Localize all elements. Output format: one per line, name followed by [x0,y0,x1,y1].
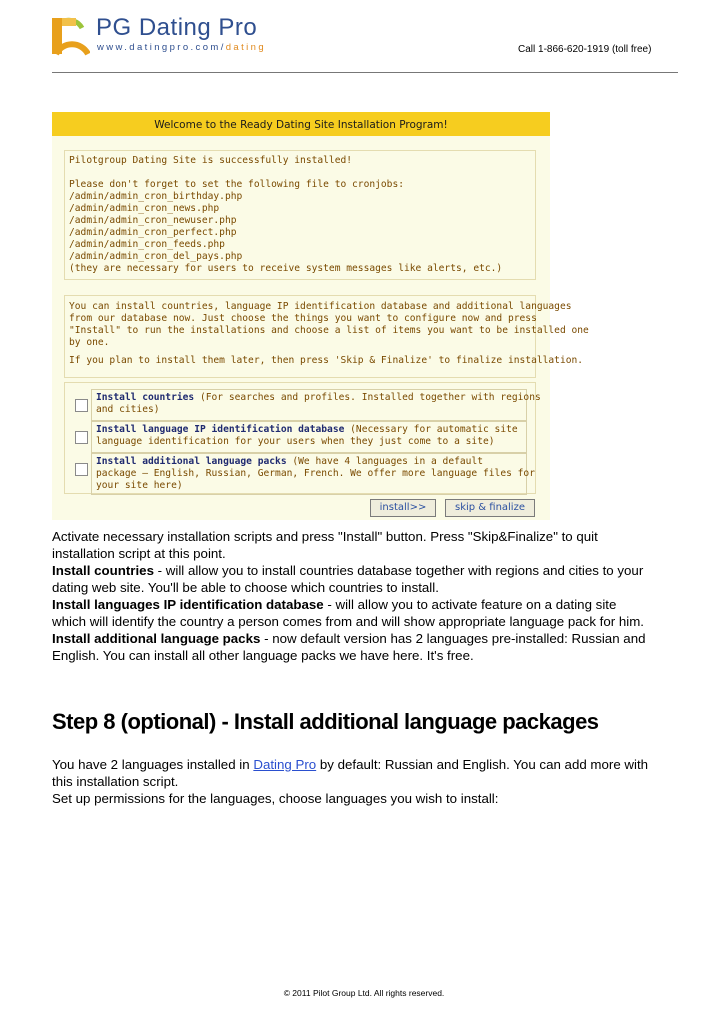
ipdb-description: which will identify the country a person comes from and will show appropriate language pack for him. [52,614,645,629]
status-line: (they are necessary for users to receive system messages like alerts, etc.) [69,263,503,274]
intro-line: Activate necessary installation scripts and press "Install" button. Press "Skip&Finalize" to quit [52,529,598,544]
info-line: "Install" to run the installations and choose a list of items you want to be installed one [69,325,589,336]
term-label: Install countries [52,563,154,578]
cron-file: /admin/admin_cron_birthday.php [69,191,243,202]
info-line: If you plan to install them later, then press 'Skip & Finalize' to finalize installation. [69,355,584,366]
status-line: Pilotgroup Dating Site is successfully installed! [69,155,353,166]
status-line: Please don't forget to set the following file to cronjobs: [69,179,405,190]
intro-line: installation script at this point. [52,546,226,561]
countries-description: dating web site. You'll be able to choose which countries to install. [52,580,439,595]
info-line: You can install countries, language IP identification database and additional languages [69,301,572,312]
install-status-box [64,150,536,280]
info-line: by one. [69,337,110,348]
pg-logo-icon [52,14,90,58]
cron-file: /admin/admin_cron_del_pays.php [69,251,243,262]
option-name: Install countries [96,392,195,403]
step-heading: Step 8 (optional) - Install additional language packages [52,709,599,734]
countries-description: Install countries - will allow you to install countries database together with regions and cities to your [52,563,644,578]
brand-name: PG Dating Pro [96,14,258,41]
cron-file: /admin/admin_cron_feeds.php [69,239,225,250]
ipdb-description: Install languages IP identification database - will allow you to activate feature on a dating site [52,597,617,612]
installer-title: Welcome to the Ready Dating Site Installation Program! [52,112,550,136]
cron-file: /admin/admin_cron_news.php [69,203,220,214]
install-countries-checkbox[interactable] [75,399,88,412]
term-label: Install additional language packs [52,631,261,646]
install-button[interactable]: install>> [370,499,436,517]
option-install-countries: Install countries (For searches and profiles. Installed together with regions and cities) [91,389,527,421]
packs-description: English. You can install all other language packs we have here. It's free. [52,648,474,663]
option-install-language-packs: Install additional language packs (We have 4 languages in a default package – English, Russian, German, French. We offer more language files for your site here) [91,453,527,495]
term-label: Install languages IP identification database [52,597,324,612]
cron-file: /admin/admin_cron_perfect.php [69,227,237,238]
option-name: Install additional language packs [96,456,287,467]
phone-number: Call 1-866-620-1919 (toll free) [518,44,652,55]
install-options-box [64,382,541,494]
header-divider [52,72,678,73]
install-ipdb-checkbox[interactable] [75,431,88,444]
cron-file: /admin/admin_cron_newuser.php [69,215,237,226]
installer-screenshot [52,112,589,520]
option-name: Install language IP identification database [96,424,345,435]
install-info-box [64,295,589,378]
option-install-ipdb: Install language IP identification database (Necessary for automatic site language identification for your users when they just come to a site) [91,421,527,453]
packs-description: Install additional language packs - now default version has 2 languages pre-installed: Russian and [52,631,646,646]
step-paragraph: Set up permissions for the languages, choose languages you wish to install: [52,791,499,806]
dating-pro-link[interactable]: Dating Pro [253,757,317,772]
step-paragraph: this installation script. [52,774,179,789]
info-line: from our database now. Just choose the things you want to configure now and press [69,313,537,324]
brand-url: www.datingpro.com/dating [97,42,267,53]
step-paragraph: You have 2 languages installed in Dating Pro by default: Russian and English. You can add more with [52,757,649,772]
skip-finalize-button[interactable]: skip & finalize [445,499,535,517]
install-language-packs-checkbox[interactable] [75,463,88,476]
copyright-footer: © 2011 Pilot Group Ltd. All rights reserved. [283,988,445,998]
